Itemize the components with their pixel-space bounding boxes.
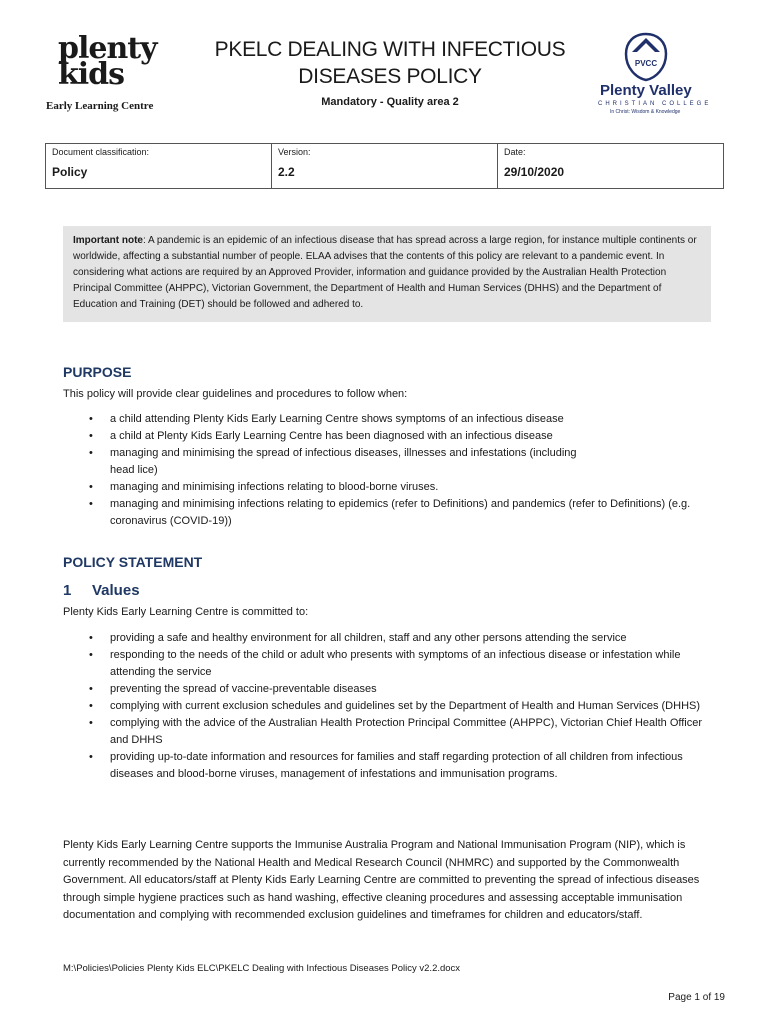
date-label: Date: — [504, 147, 526, 157]
document-title: PKELC DEALING WITH INFECTIOUS DISEASES POLICY — [214, 38, 566, 88]
list-item: • complying with current exclusion schedules and guidelines set by the Department of Health and Human Services (DHHS) — [89, 700, 701, 712]
list-item: • responding to the needs of the child or adult who presents with symptoms of an infectious disease or infestation while attending the service — [89, 649, 681, 678]
purpose-list — [63, 411, 723, 530]
closing-paragraph: Plenty Kids Early Learning Centre supports the Immunise Australia Program and National Immunisation Program (NIP), which is currently recommended by the National Health and Medical Research Council (NHMRC) and supported by the Commonwealth Government. All educators/staff at Plenty Kids Early Learning Centre are committed to preventing the spread of infectious diseases through simple hygiene practices such as hand washing, effective cleaning procedures and assessing acceptable immunisation documentation and complying with recommended exclusion guidelines and timeframes for children and educators/staff. — [63, 839, 700, 921]
values-intro: Plenty Kids Early Learning Centre is committed to: — [63, 606, 309, 618]
college-tagline: In Christ: Wisdom & Knowledge — [610, 109, 681, 115]
list-item: • managing and minimising infections relating to epidemics (refer to Definitions) and pandemics (refer to Definitions) (e.g. coronavirus (COVID-19)) — [89, 498, 691, 527]
classification-cell — [46, 144, 272, 189]
list-item: • providing a safe and healthy environment for all children, staff and any other persons attending the service — [89, 632, 627, 644]
pvcc-badge-text: PVCC — [634, 59, 658, 68]
classification-label: Document classification: — [52, 147, 150, 157]
pvcc-logo — [590, 32, 720, 116]
date-value: 29/10/2020 — [504, 165, 565, 179]
version-value: 2.2 — [278, 165, 295, 179]
college-name: Plenty Valley — [600, 82, 692, 99]
document-meta-table — [45, 143, 724, 189]
list-item: • preventing the spread of vaccine-preventable diseases — [89, 683, 377, 695]
list-item: • complying with the advice of the Australian Health Protection Principal Committee (AHPPC), Victorian Chief Health Officer and DHHS — [89, 717, 703, 746]
pvcc-shield-icon — [624, 32, 668, 82]
college-subtitle: CHRISTIAN COLLEGE — [598, 101, 712, 107]
version-label: Version: — [278, 147, 311, 157]
important-note — [63, 226, 711, 322]
values-list — [63, 630, 723, 783]
file-path: M:\Policies\Policies Plenty Kids ELC\PKELC Dealing with Infectious Diseases Policy v2.2.docx — [63, 963, 461, 974]
list-item: • managing and minimising the spread of infectious diseases, illnesses and infestations (including head lice) — [89, 447, 577, 476]
page-number: Page 1 of 19 — [668, 992, 725, 1003]
list-item: • a child at Plenty Kids Early Learning Centre has been diagnosed with an infectious disease — [89, 430, 553, 442]
list-item: • managing and minimising infections relating to blood-borne viruses. — [89, 481, 439, 493]
logo-wordmark: plenty kids — [58, 31, 157, 92]
purpose-heading: PURPOSE — [63, 364, 132, 380]
values-heading: Values — [92, 582, 140, 599]
note-lead: Important note — [73, 235, 143, 246]
document-subtitle: Mandatory - Quality area 2 — [321, 96, 459, 108]
note-text: : A pandemic is an epidemic of an infectious disease that has spread across a large region, for instance multiple continents or worldwide, affecting a substantial number of people. ELAA advises that the contents of this policy are relevant to a pandemic event. In considering what actions are required by an Approved Provider, information and guidance provided by the Australian Health Protection Principal Committee (AHPPC), Victorian Government, the Department of Health and Human Services (DHHS) and the Department of Education and Training (DET) should be followed and adhered to. — [73, 235, 697, 310]
logo-subtitle: Early Learning Centre — [46, 100, 154, 112]
plenty-kids-logo — [40, 31, 170, 116]
policy-statement-heading: POLICY STATEMENT — [63, 554, 203, 570]
list-item: • providing up-to-date information and resources for families and staff regarding protection of all children from infectious diseases and blood-borne viruses, management of infestations and immunisation programs. — [89, 751, 683, 780]
date-cell — [498, 144, 724, 189]
classification-value: Policy — [52, 165, 88, 179]
list-item: • a child attending Plenty Kids Early Learning Centre shows symptoms of an infectious disease — [89, 413, 564, 425]
version-cell — [272, 144, 498, 189]
purpose-intro: This policy will provide clear guidelines and procedures to follow when: — [63, 388, 408, 400]
values-number: 1 — [63, 582, 72, 599]
